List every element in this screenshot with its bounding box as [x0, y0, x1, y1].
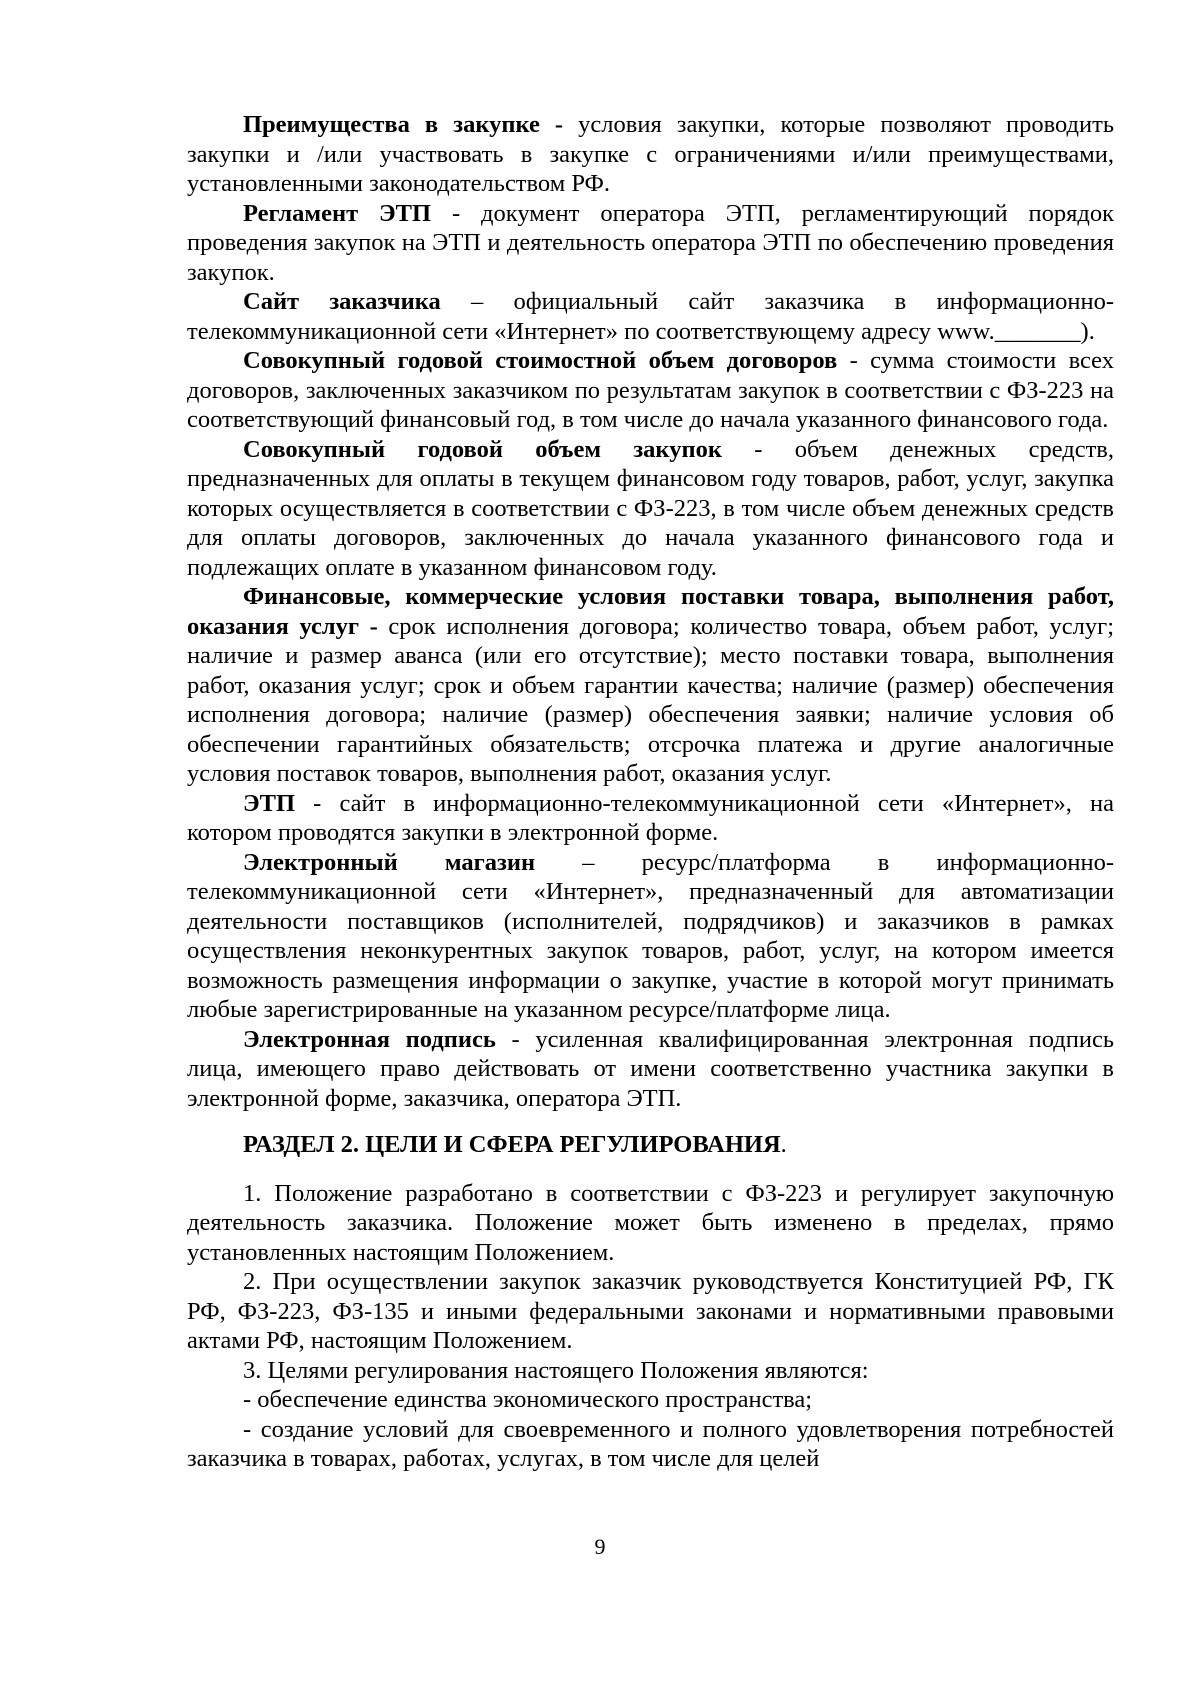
document-page: [187, 110, 1114, 1474]
definition-term: Электронный магазин: [243, 848, 536, 876]
page-number: 9: [594, 1534, 606, 1559]
definition-text: - документ оператора ЭТП, регламентирующий порядок проведения закупок на ЭТП и деятельность оператора ЭТП по обеспечению проведения закупок.: [187, 199, 1114, 286]
definition-term: Финансовые, коммерческие условия поставки товара, выполнения работ, оказания услуг -: [187, 583, 1114, 640]
definition-text: - усиленная квалифицированная электронная подпись лица, имеющего право действовать от имени соответственно участника закупки в электронной форме, заказчика, оператора ЭТП.: [187, 1025, 1115, 1112]
definition-text: - объем денежных средств, предназначенных для оплаты в текущем финансовом году товаров, работ, услуг, закупка которых осуществляется в соответствии с ФЗ-223, в том числе объем денежных средств для оплаты договоров, заключенных до начала указанного финансового года и подлежащих оплате в указанном финансовом году.: [187, 435, 1114, 581]
definition-text: – ресурс/платформа в информационно-телекоммуникационной сети «Интернет», предназначенный для автоматизации деятельности поставщиков (исполнителей, подрядчиков) и заказчиков в рамках осуществления неконкурентных закупок товаров, работ, услуг, на котором имеется возможность размещения информации о закупке, участие в которой могут принимать любые зарегистрированные на указанном ресурсе/платформе лица.: [187, 848, 1114, 1023]
definition-term: Регламент ЭТП: [243, 199, 432, 227]
definition-term: Преимущества в закупке -: [243, 111, 564, 138]
definition-text: - сумма стоимости всех договоров, заключенных заказчиком по результатам закупок в соответствии с ФЗ-223 на соответствующий финансовый год, в том числе до начала указанного финансового года.: [187, 347, 1114, 433]
definition-term: Сайт заказчика: [243, 288, 441, 315]
definition-customer-site: [187, 287, 1114, 346]
definition-text: условия закупки, которые позволяют проводить закупки и /или участвовать в закупке с ограничениями и/или преимуществами, установленными законодательством РФ.: [187, 111, 1114, 197]
section-heading: [187, 1130, 1114, 1160]
section-title-period: .: [780, 1131, 787, 1158]
definition-term: ЭТП: [243, 789, 296, 817]
list-item: - обеспечение единства экономического пространства;: [243, 1386, 813, 1413]
definition-term: Электронная подпись: [243, 1025, 496, 1053]
paragraph-3: 3. Целями регулирования настоящего Положения являются:: [243, 1356, 869, 1384]
definition-total-contract-value: [187, 346, 1114, 435]
definition-etp: [187, 789, 1114, 848]
list-item: - создание условий для своевременного и полного удовлетворения потребностей заказчика в товарах, работах, услугах, в том числе для целей: [187, 1415, 1114, 1472]
definition-e-signature: [187, 1025, 1114, 1114]
definition-commercial-terms: [187, 582, 1114, 789]
definition-etp-regulation: [187, 199, 1114, 288]
definition-term: Совокупный годовой стоимостной объем договоров: [243, 347, 838, 374]
definition-preferences: [187, 110, 1114, 199]
paragraph-2: 2. При осуществлении закупок заказчик руководствуется Конституцией РФ, ГК РФ, ФЗ-223, ФЗ-135 и иными федеральными законами и нормативными правовыми актами РФ, настоящим Положением.: [187, 1268, 1114, 1354]
definition-term: Совокупный годовой объем закупок: [243, 435, 722, 463]
definition-text: срок исполнения договора; количество товара, объем работ, услуг; наличие и размер аванса (или его отсутствие); место поставки товара, выполнения работ, оказания услуг; срок и объем гарантии качества; наличие (размер) обеспечения исполнения договора; наличие (размер) обеспечения заявки; наличие условия об обеспечении гарантийных обязательств; отсрочка платежа и другие аналогичные условия поставок товаров, выполнения работ, оказания услуг.: [187, 612, 1114, 787]
paragraph-1: 1. Положение разработано в соответствии с ФЗ-223 и регулирует закупочную деятельность заказчика. Положение может быть изменено в пределах, прямо установленных настоящим Положением.: [187, 1179, 1114, 1266]
definition-text: – официальный сайт заказчика в информационно-телекоммуникационной сети «Интернет» по соответствующему адресу www._______).: [187, 288, 1115, 345]
section-title: РАЗДЕЛ 2. ЦЕЛИ И СФЕРА РЕГУЛИРОВАНИЯ: [243, 1131, 781, 1158]
definition-total-procurement-volume: [187, 435, 1114, 583]
definition-text: - сайт в информационно-телекоммуникационной сети «Интернет», на котором проводятся закупки в электронной форме.: [187, 789, 1114, 846]
definition-e-shop: [187, 848, 1114, 1025]
